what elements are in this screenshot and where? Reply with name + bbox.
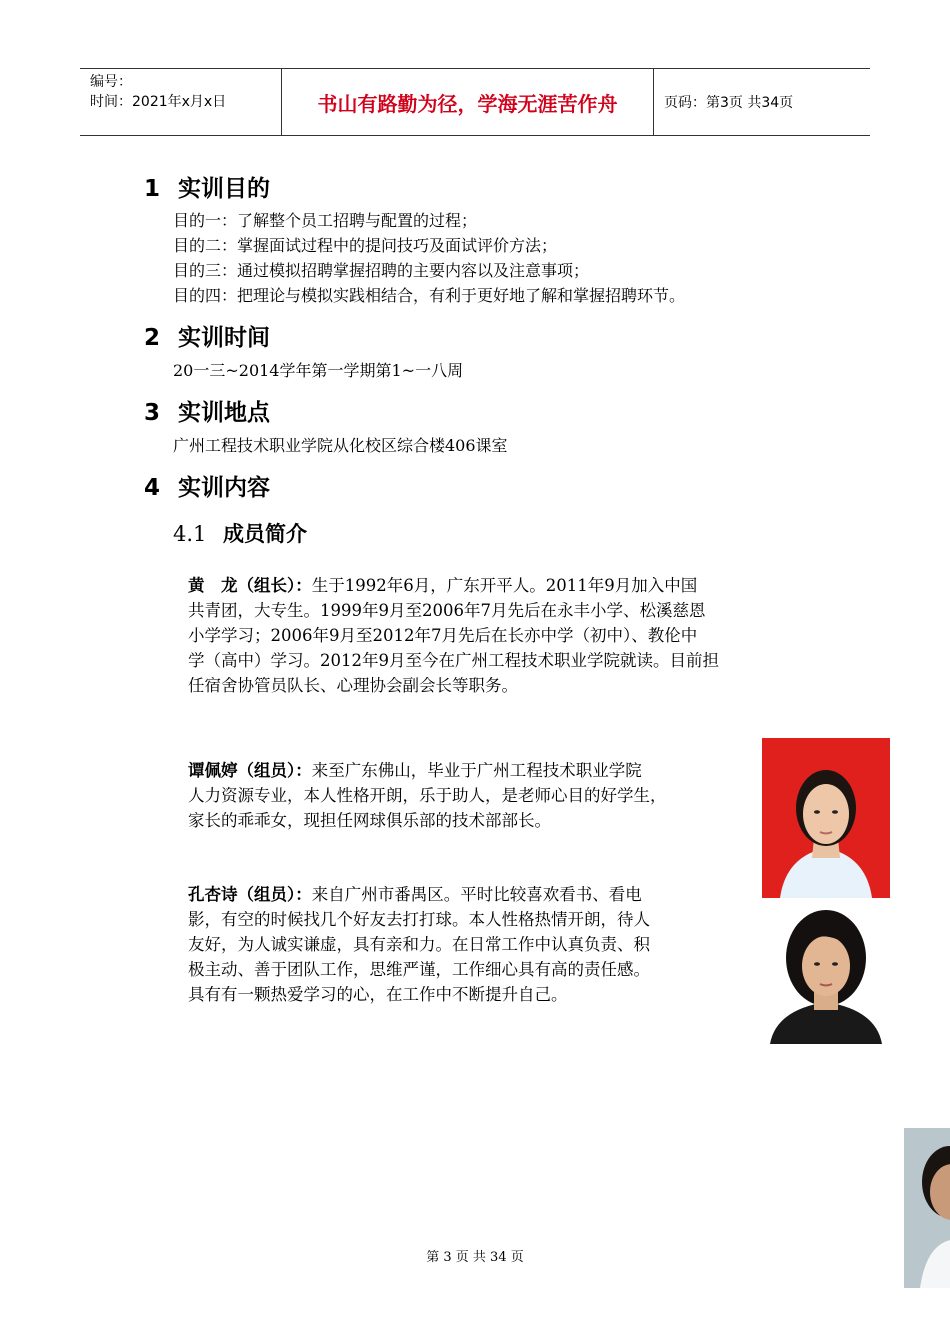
member-text-line: 共青团，大专生。1999年9月至2006年7月先后在永丰小学、松溪慈恩 (188, 601, 706, 620)
member-text-line: 极主动、善于团队工作，思维严谨，工作细心具有高的责任感。 (188, 960, 650, 979)
section-title: 实训地点 (178, 400, 270, 426)
member-text-line: 友好，为人诚实谦虚，具有亲和力。在日常工作中认真负责、积 (188, 935, 650, 954)
section-number: 1 (144, 176, 161, 202)
member-text-line: 小学学习；2006年9月至2012年7月先后在长亦中学（初中）、教伦中 (188, 626, 698, 645)
member-text-line: 学（高中）学习。2012年9月至今在广州工程技术职业学院就读。目前担 (188, 651, 719, 670)
page-footer: 第 3 页 共 34 页 (426, 1250, 524, 1265)
time-label: 时间：2021年x月x日 (90, 94, 227, 110)
member-name: 黄 龙（组长）： (188, 576, 312, 595)
place-text: 广州工程技术职业学院从化校区综合楼406课室 (173, 436, 508, 455)
member-text-line: 任宿舍协管员队长、心理协会副会长等职务。 (188, 676, 518, 695)
header-page-label (654, 69, 870, 135)
member-name: 孔杏诗（组员）： (188, 885, 312, 904)
purpose-line: 目的一：了解整个员工招聘与配置的过程； (173, 211, 478, 230)
portrait-image (762, 738, 890, 898)
section-3-heading (144, 394, 270, 427)
member-text-line: 影，有空的时候找几个好友去打打球。本人性格热情开朗，待人 (188, 910, 650, 929)
member-photo-kong (762, 898, 890, 1044)
section-title: 实训内容 (178, 475, 270, 501)
page-label-text: 页码：第3页 共34页 (664, 95, 794, 111)
purpose-line: 目的三：通过模拟招聘掌握招聘的主要内容以及注意事项； (173, 261, 590, 280)
purpose-line: 目的二：掌握面试过程中的提问技巧及面试评价方法； (173, 236, 558, 255)
page-header (80, 68, 870, 136)
number-label: 编号： (90, 74, 132, 90)
section-number: 3 (144, 400, 161, 426)
section-title: 实训目的 (178, 176, 270, 202)
section-2-heading (144, 319, 270, 352)
member-text-line: 来至广东佛山，毕业于广州工程技术职业学院 (311, 761, 642, 780)
member-text-line: 家长的乖乖女，现担任网球俱乐部的技术部部长。 (188, 811, 551, 830)
section-1-heading (144, 170, 270, 203)
member-text-line: 来自广州市番禺区。平时比较喜欢看书、看电 (311, 885, 642, 904)
member-intro-3 (188, 882, 763, 1007)
section-number: 2 (144, 325, 161, 351)
member-photo-tan (762, 738, 890, 898)
member-name: 谭佩婷（组员）： (188, 761, 312, 780)
member-intro-2 (188, 758, 748, 833)
portrait-image (762, 898, 890, 1044)
subsection-title: 成员简介 (223, 522, 307, 546)
purpose-line: 目的四：把理论与模拟实践相结合，有利于更好地了解和掌握招聘环节。 (173, 286, 686, 305)
header-motto: 书山有路勤为径，学海无涯苦作舟 (282, 69, 654, 135)
member-text-line: 人力资源专业，本人性格开朗，乐于助人，是老师心目的好学生， (188, 786, 667, 805)
member-text-line: 具有有一颗热爱学习的心，在工作中不断提升自己。 (188, 985, 568, 1004)
time-text: 20一三~2014学年第一学期第1~一八周 (173, 361, 464, 380)
member-intro-1 (188, 573, 808, 698)
section-title: 实训时间 (178, 325, 270, 351)
header-left-cell (80, 69, 282, 135)
section-4-heading (144, 469, 270, 502)
subsection-number: 4.1 (173, 522, 207, 546)
subsection-4-1-heading (173, 518, 307, 548)
member-text-line: 生于1992年6月，广东开平人。2011年9月加入中国 (311, 576, 698, 595)
section-number: 4 (144, 475, 161, 501)
